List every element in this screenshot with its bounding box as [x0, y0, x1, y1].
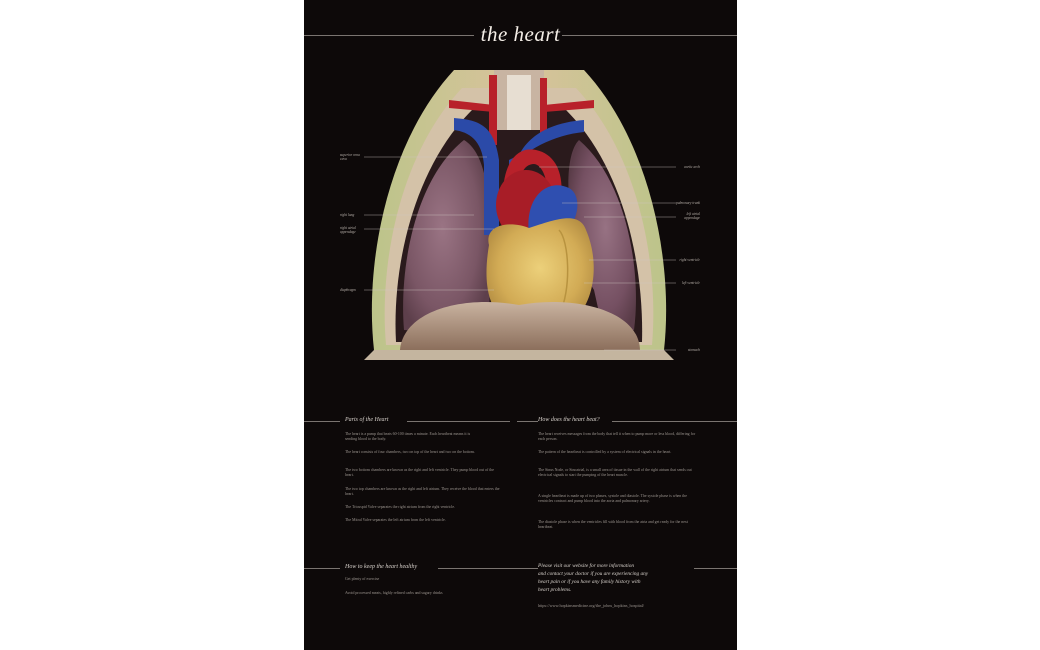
beat-rule-right: [612, 421, 737, 422]
healthy-heading: How to keep the heart healthy: [345, 564, 418, 570]
contact-line: heart problems.: [538, 587, 572, 593]
website-link[interactable]: https://www.hopkinsmedicine.org/the_johns_hopkins_hospital/: [538, 603, 644, 608]
healthy-rule-right: [438, 568, 538, 569]
parts-heading: Parts of the Heart: [345, 417, 389, 423]
parts-paragraph: The two top chambers are known as the right and left atrium. They receive the blood that enters the heart.: [345, 487, 500, 496]
beat-paragraph: The heart receives messages from the body that tell it when to pump more or less blood, differing for each person.: [538, 432, 696, 441]
contact-rule-right: [694, 568, 737, 569]
label-left-atrial-appendage: left atrial appendage: [684, 212, 700, 221]
label-pulmonary-trunk: pulmonary trunk: [675, 201, 700, 205]
beat-rule-left: [517, 421, 538, 422]
label-right-ventricle: right ventricle: [679, 258, 700, 262]
page-title: the heart: [480, 22, 561, 46]
label-superior-vena-cava: superior vena cava: [340, 153, 360, 162]
parts-paragraph: The two bottom chambers are known as the right and left ventricle. They pump blood out of the heart.: [345, 468, 495, 477]
parts-paragraph: The Mitral Valve separates the left atrium from the left ventricle.: [345, 518, 446, 522]
parts-rule-right: [407, 421, 510, 422]
label-right-atrial-appendage: right atrial appendage: [340, 226, 356, 235]
poster: [304, 0, 737, 650]
contact-line: and contact your doctor if you are experiencing any: [538, 571, 649, 577]
label-stomach: stomach: [688, 348, 700, 352]
title-rule-right: [562, 35, 737, 36]
beat-paragraph: The pattern of the heartbeat is controlled by a system of electrical signals in the heart.: [538, 450, 672, 454]
beat-heading: How does the heart beat?: [538, 417, 600, 423]
parts-paragraph: The heart consists of four chambers, two on top of the heart and two on the bottom.: [345, 450, 475, 454]
label-diaphragm: diaphragm: [340, 288, 356, 292]
beat-paragraph: The diastole phase is when the ventricles fill with blood from the atria and get ready for the next heartbeat.: [538, 520, 688, 529]
parts-paragraph: The Tricuspid Valve separates the right atrium from the right ventricle.: [345, 505, 456, 509]
label-aortic-arch: aortic arch: [684, 165, 700, 169]
contact-line: Please visit our website for more information: [538, 563, 635, 569]
parts-rule-left: [304, 421, 340, 422]
parts-paragraph: The heart is a pump that beats 60-100 times a minute. Each heartbeat means it is sending blood to the body.: [345, 432, 471, 441]
healthy-item: Get plenty of exercise: [345, 577, 380, 581]
label-right-lung: right lung: [340, 213, 355, 217]
healthy-rule-left: [304, 568, 340, 569]
contact-line: heart pain or if you have any family history with: [538, 579, 641, 585]
beat-paragraph: A single heartbeat is made up of two phases, systole and diastole. The systole phase is when the ventricles contract and pump blood into the aorta and pulmonary artery.: [538, 494, 687, 503]
beat-paragraph: The Sinus Node, or Sinoatrial, is a small area of tissue in the wall of the right atrium that sends out electrical signals to start the pumping of the heart muscle.: [538, 468, 692, 477]
healthy-item: Avoid processed meats, highly refined carbs and sugary drinks: [345, 591, 443, 595]
label-left-ventricle: left ventricle: [681, 281, 700, 285]
